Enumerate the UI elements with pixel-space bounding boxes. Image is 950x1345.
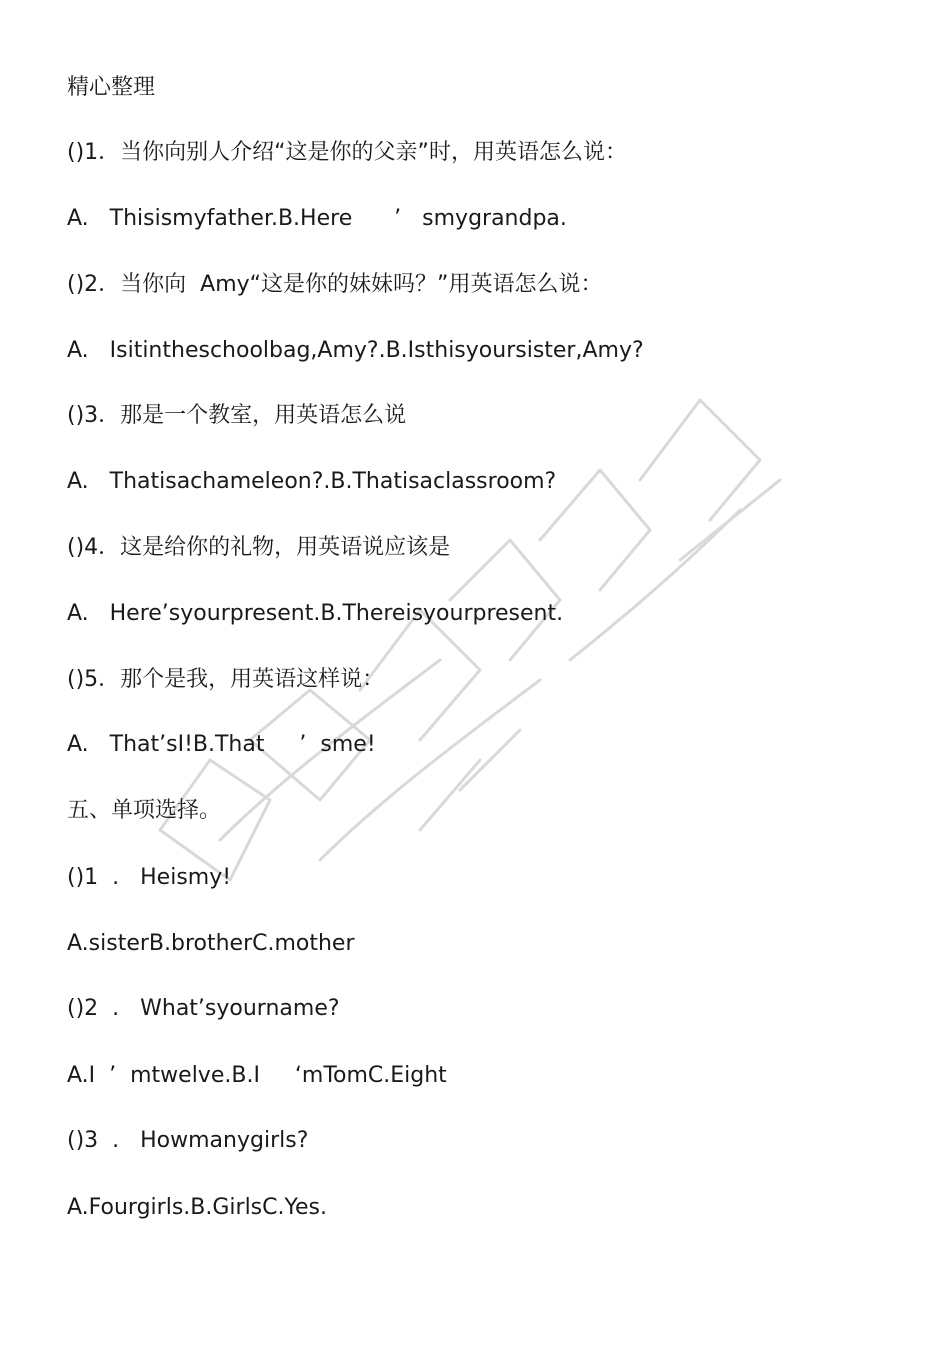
choice-2-prompt: ()2 . What’syourname? [67,996,340,1021]
question-4-prompt: ()4．这是给你的礼物，用英语说应该是 [67,535,451,560]
question-5-prompt: ()5．那个是我，用英语这样说： [67,667,385,692]
choice-3-prompt: ()3 . Howmanygirls? [67,1128,309,1153]
choice-2-options: A.I ’ mtwelve.B.I ‘mTomC.Eight [67,1063,447,1088]
question-4-options: A. Here’syourpresent.B.Thereisyourpresent. [67,601,564,626]
question-1-prompt: ()1．当你向别人介绍“这是你的父亲”时，用英语怎么说： [67,140,627,165]
question-2-options: A. Isitintheschoolbag,Amy?.B.Isthisyoursister,Amy? [67,338,644,363]
choice-1-options: A.sisterB.brotherC.mother [67,931,355,956]
choice-3-options: A.Fourgirls.B.GirlsC.Yes. [67,1195,328,1220]
question-3-options: A. Thatisachameleon?.B.Thatisaclassroom? [67,469,557,494]
choice-1-prompt: ()1 . Heismy! [67,865,232,890]
question-1-options: A. Thisismyfather.B.Here ’ smygrandpa. [67,206,567,231]
doc-header: 精心整理 [67,75,156,100]
watermark-graphic [120,360,820,920]
question-3-prompt: ()3．那是一个教室，用英语怎么说 [67,403,407,428]
question-5-options: A. That’sI!B.That ’ sme! [67,732,376,757]
section-heading: 五、单项选择。 [67,798,222,823]
question-2-prompt: ()2．当你向 Amy“这是你的妹妹吗？”用英语怎么说： [67,272,603,297]
